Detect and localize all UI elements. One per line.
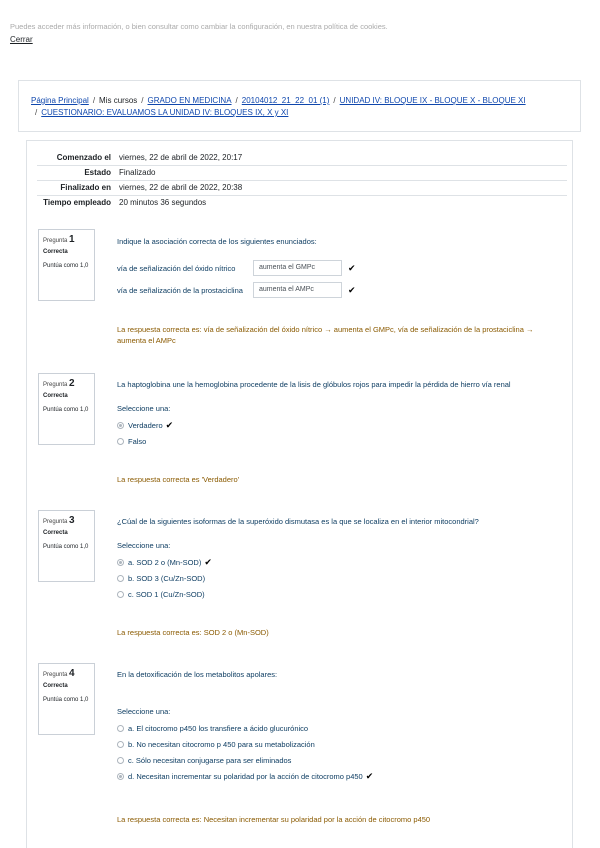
question-text: Indique la asociación correcta de los siguientes enunciados: [117, 237, 317, 246]
check-icon: ✔ [365, 771, 374, 781]
question-grade: Puntúa como 1,0 [43, 544, 89, 550]
question-info-4 [38, 663, 95, 735]
summary-label: Estado [84, 168, 111, 177]
option-label: b. No necesitan citocromo p 450 para su metabolización [128, 739, 315, 749]
match-select[interactable]: aumenta el AMPc [253, 282, 342, 298]
question-grade: Puntúa como 1,0 [43, 263, 89, 269]
cookie-notice-text: Puedes acceder más información, o bien consultar como cambiar la configuración, en nuestra política de cookies. [10, 22, 388, 30]
correct-answer-feedback: La respuesta correcta es 'Verdadero' [117, 475, 240, 484]
question-number: Pregunta 3 [43, 515, 75, 526]
summary-value: Finalizado [119, 168, 156, 177]
answer-option[interactable] [117, 554, 557, 570]
answer-option[interactable] [117, 752, 557, 768]
option-label: a. El citocromo p450 los transfiere a ácido glucurónico [128, 723, 309, 733]
breadcrumb-home[interactable]: Página Principal [31, 96, 89, 105]
option-label: c. SOD 1 (Cu/Zn-SOD) [128, 589, 205, 599]
question-number: Pregunta 2 [43, 378, 75, 389]
breadcrumb-separator: / [92, 96, 96, 105]
answer-option[interactable] [117, 768, 557, 784]
page-header [18, 80, 581, 132]
answer-prompt: Seleccione una: [117, 707, 171, 716]
question-content-4 [117, 670, 557, 784]
answer-option[interactable] [117, 433, 557, 449]
question-number: Pregunta 4 [43, 668, 75, 679]
question-state: Correcta [43, 530, 68, 536]
option-label: Falso [128, 436, 147, 446]
quiz-review [26, 140, 573, 848]
breadcrumb [31, 95, 571, 119]
option-label: d. Necesitan incrementar su polaridad por la acción de citocromo p450 [128, 771, 363, 781]
question-info-1 [38, 229, 95, 301]
match-select[interactable]: aumenta el GMPc [253, 260, 342, 276]
breadcrumb-my-courses: Mis cursos [99, 96, 138, 105]
match-row [117, 282, 557, 298]
radio-icon[interactable] [117, 559, 124, 566]
match-label: vía de señalización del óxido nítrico [117, 263, 236, 273]
question-info-2 [38, 373, 95, 445]
breadcrumb-unit[interactable]: UNIDAD IV: BLOQUE IX - BLOQUE X - BLOQUE XI [339, 96, 526, 105]
summary-label: Comenzado el [56, 153, 111, 162]
breadcrumb-separator: / [333, 96, 336, 105]
radio-icon[interactable] [117, 757, 124, 764]
question-state: Correcta [43, 683, 68, 689]
check-icon: ✔ [348, 285, 356, 295]
check-icon: ✔ [204, 557, 212, 567]
answer-prompt: Seleccione una: [117, 404, 171, 413]
radio-icon[interactable] [117, 725, 124, 732]
question-state: Correcta [43, 393, 68, 399]
correct-answer-feedback: La respuesta correcta es: SOD 2 o (Mn-SOD) [117, 628, 269, 637]
question-grade: Puntúa como 1,0 [43, 407, 89, 413]
question-grade: Puntúa como 1,0 [43, 697, 89, 703]
question-info-3 [38, 510, 95, 582]
breadcrumb-degree[interactable]: GRADO EN MEDICINA [147, 96, 232, 105]
question-content-3 [117, 517, 557, 602]
correct-answer-feedback: La respuesta correcta es: Necesitan incrementar su polaridad por la acción de citocromo p450 [117, 815, 431, 824]
summary-label: Tiempo empleado [43, 198, 111, 207]
option-label: a. SOD 2 o (Mn-SOD) [128, 557, 202, 567]
summary-row [37, 165, 567, 180]
summary-row [37, 151, 567, 165]
breadcrumb-quiz[interactable]: CUESTIONARIO: EVALUAMOS LA UNIDAD IV: BLOQUES IX, X y XI [41, 108, 289, 117]
option-label: c. Sólo necesitan conjugarse para ser eliminados [128, 755, 292, 765]
check-icon: ✔ [348, 263, 356, 273]
answer-option[interactable] [117, 417, 557, 433]
question-number: Pregunta 1 [43, 234, 75, 245]
answer-option[interactable] [117, 720, 557, 736]
cookie-close-link[interactable]: Cerrar [10, 35, 33, 44]
correct-answer-feedback: La respuesta correcta es: vía de señalización del óxido nítrico → aumenta el GMPc, vía de señalización de la prostaciclina → aumenta el AMPc [117, 325, 534, 345]
match-label: vía de señalización de la prostaciclina [117, 285, 243, 295]
summary-value: viernes, 22 de abril de 2022, 20:17 [119, 153, 243, 162]
breadcrumb-separator: / [35, 108, 38, 117]
question-text: En la detoxificación de los metabolitos apolares: [117, 670, 278, 679]
match-row [117, 260, 557, 276]
answer-prompt: Seleccione una: [117, 541, 171, 550]
question-text: ¿Cúal de la siguientes isoformas de la superóxido dismutasa es la que se localiza en el interior mitocondrial? [117, 517, 479, 526]
breadcrumb-course[interactable]: 20104012_21_22_01 (1) [241, 96, 330, 105]
option-label: b. SOD 3 (Cu/Zn-SOD) [128, 573, 206, 583]
breadcrumb-separator: / [235, 96, 238, 105]
summary-row [37, 180, 567, 195]
summary-row [37, 195, 567, 210]
radio-icon[interactable] [117, 438, 124, 445]
answer-option[interactable] [117, 570, 557, 586]
question-text: La haptoglobina une la hemoglobina procedente de la lisis de glóbulos rojos para impedir la pérdida de hierro vía renal [117, 380, 511, 389]
summary-value: viernes, 22 de abril de 2022, 20:38 [119, 183, 243, 192]
radio-icon[interactable] [117, 575, 124, 582]
question-content-2 [117, 380, 557, 449]
radio-icon[interactable] [117, 422, 124, 429]
radio-icon[interactable] [117, 773, 124, 780]
question-state: Correcta [43, 249, 68, 255]
radio-icon[interactable] [117, 591, 124, 598]
attempt-summary-table [37, 151, 567, 210]
answer-option[interactable] [117, 586, 557, 602]
option-label: Verdadero [128, 420, 163, 430]
radio-icon[interactable] [117, 741, 124, 748]
check-icon: ✔ [165, 420, 174, 430]
summary-label: Finalizado en [60, 183, 111, 192]
breadcrumb-separator: / [141, 96, 144, 105]
question-content-1 [117, 237, 557, 298]
answer-option[interactable] [117, 736, 557, 752]
summary-value: 20 minutos 36 segundos [119, 198, 207, 207]
